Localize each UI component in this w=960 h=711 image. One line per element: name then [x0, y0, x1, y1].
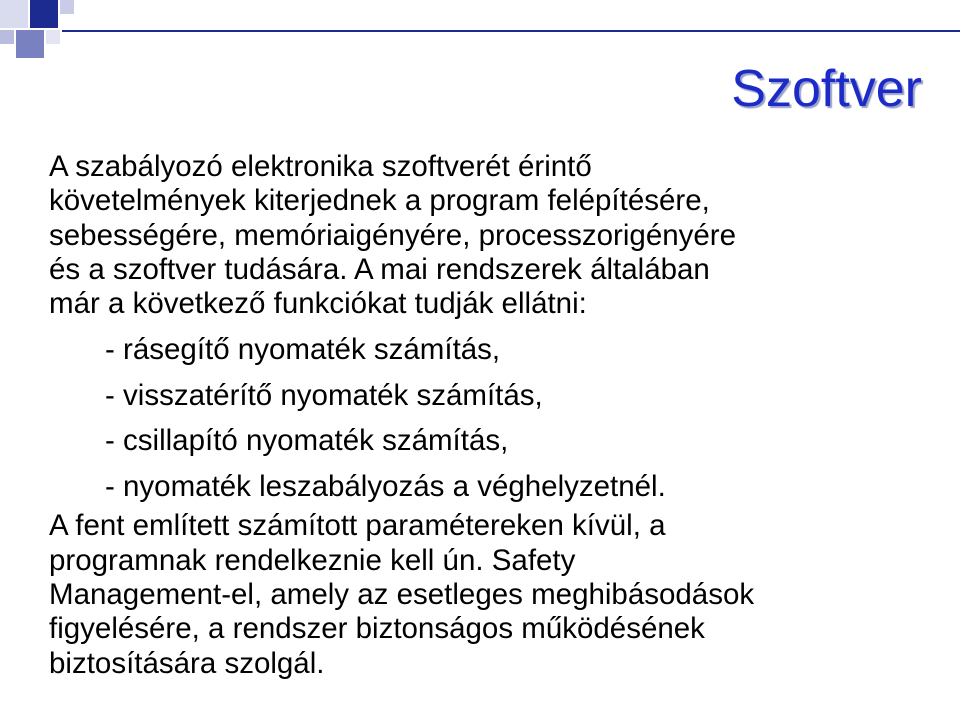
list-item: - rásegítő nyomaték számítás,: [105, 333, 501, 367]
intro-paragraph: [49, 150, 954, 321]
intro-line: sebességére, memóriaigényére, processzorigényére: [49, 218, 737, 252]
closing-line: programnak rendelkeznie kell ún. Safety: [49, 543, 576, 577]
intro-line: követelmények kiterjednek a program felépítésére,: [49, 184, 710, 218]
closing-line: biztosítására szolgál.: [49, 646, 325, 680]
closing-line: A fent említett számított paramétereken kívül, a: [49, 509, 666, 543]
header-rule: [62, 30, 960, 32]
intro-line: már a következő funkciókat tudják ellátni:: [49, 287, 587, 321]
intro-line: A szabályozó elektronika szoftverét érintő: [49, 150, 592, 183]
closing-line: Management-el, amely az esetleges meghibásodások: [49, 578, 755, 612]
deco-square: [30, 0, 58, 28]
slide-title: Szoftver: [731, 60, 922, 118]
deco-square: [60, 0, 74, 14]
intro-line: és a szoftver tudására. A mai rendszerek általában: [49, 252, 710, 286]
list-item: - visszatérítő nyomaték számítás,: [105, 378, 543, 412]
deco-square: [0, 30, 14, 44]
list-item: - nyomaték leszabályozás a véghelyzetnél.: [105, 469, 666, 503]
list-item: - csillapító nyomaték számítás,: [105, 424, 509, 458]
closing-paragraph: [49, 509, 954, 680]
closing-line: figyelésére, a rendszer biztonságos működésének: [49, 612, 705, 646]
deco-square: [0, 0, 28, 28]
deco-square: [16, 30, 44, 58]
deco-square: [46, 30, 60, 44]
slide-body: [49, 150, 954, 681]
